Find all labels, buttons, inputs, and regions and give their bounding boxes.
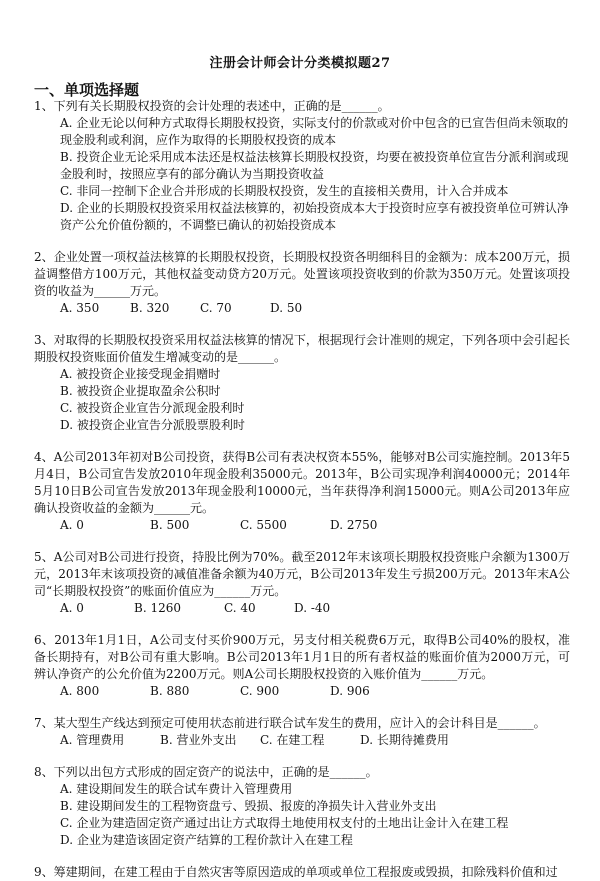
question-stem: 6、2013年1月1日，A公司支付买价900万元，另支付相关税费6万元，取得B公司40%的股权，准备长期持有，对B公司有重大影响。B公司2013年1月1日的所有者权益的账面价值为2000万元，可辨认净资产的公允价值为2200万元。则A公司长期股权投资的入账价值为______万元。 (34, 633, 570, 681)
option-a: A. 建设期间发生的联合试车费计入管理费用 (60, 782, 293, 796)
option-c: C. 非同一控制下企业合并形成的长期股权投资，发生的直接相关费用，计入合并成本 (60, 184, 509, 198)
document-title: 注册会计师会计分类模拟题27 (209, 56, 391, 71)
option-d: D. 企业为建造该固定资产结算的工程价款计入在建工程 (60, 833, 353, 847)
question-6 (34, 632, 570, 700)
question-7 (34, 715, 570, 749)
option-d: D. 企业的长期股权投资采用权益法核算的，初始投资成本大于投资时应享有被投资单位可辨认净资产公允价值份额的，不调整已确认的初始投资成本 (60, 201, 569, 232)
option-c: C. 企业为建造固定资产通过出让方式取得土地使用权支付的土地出让金计入在建工程 (60, 816, 509, 830)
option-a: A. 350 (60, 301, 100, 315)
question-stem: 9、筹建期间，在建工程由于自然灾害等原因造成的单项或单位工程报废或毁损，扣除残料价值和过 (34, 865, 558, 879)
option-c: C. 被投资企业宣告分派现金股利时 (60, 401, 245, 415)
question-stem: 2、企业处置一项权益法核算的长期股权投资，长期股权投资各明细科目的金额为：成本200万元，损益调整借方100万元，其他权益变动贷方20万元。处置该项投资收到的价款为350万元。处置该项投资的收益为______万元。 (34, 250, 570, 298)
question-1 (34, 98, 570, 234)
option-d: D. 50 (270, 301, 303, 315)
question-stem: 4、A公司2013年初对B公司投资，获得B公司有表决权资本55%，能够对B公司实施控制。2013年5月4日，B公司宣告发放2010年现金股利35000元。2013年，B公司实现净利润40000元；2014年5月10日B公司宣告发放2013年现金股利10000元，当年获得净利润15000元。则A公司2013年应确认投资收益的金额为______元。 (34, 450, 570, 515)
option-c: C. 40 (224, 601, 256, 615)
options-row (34, 517, 570, 534)
question-stem: 7、某大型生产线达到预定可使用状态前进行联合试车发生的费用，应计入的会计科目是______。 (34, 716, 546, 730)
option-c: C. 5500 (240, 518, 287, 532)
question-stem: 5、A公司对B公司进行投资，持股比例为70%。截至2012年末该项长期股权投资账户余额为1300万元，2013年末该项投资的减值准备余额为40万元，B公司2013年发生亏损200万元。2013年末A公司“长期股权投资”的账面价值应为______万元。 (34, 550, 570, 598)
question-5 (34, 549, 570, 617)
option-b: B. 营业外支出 (160, 733, 237, 747)
option-d: D. 长期待摊费用 (360, 733, 449, 747)
option-a: A. 0 (60, 518, 84, 532)
option-a: A. 800 (60, 684, 100, 698)
option-b: B. 320 (130, 301, 170, 315)
question-8 (34, 764, 570, 849)
option-b: B. 投资企业无论采用成本法还是权益法核算长期股权投资，均要在被投资单位宣告分派利润或现金股利时，按照应享有的部分确认为当期投资收益 (60, 150, 569, 181)
question-stem: 8、下列以出包方式形成的固定资产的说法中，正确的是______。 (34, 765, 378, 779)
options-row (34, 732, 570, 749)
option-c: C. 在建工程 (260, 733, 325, 747)
option-a: A. 被投资企业接受现金捐赠时 (60, 367, 221, 381)
option-d: D. 2750 (330, 518, 378, 532)
question-3 (34, 332, 570, 434)
options-row (34, 300, 570, 317)
option-a: A. 企业无论以何种方式取得长期股权投资，实际支付的价款或对价中包含的已宣告但尚未领取的现金股利或利润，应作为取得的长期股权投资的成本 (60, 116, 569, 147)
option-b: B. 880 (150, 684, 190, 698)
question-9 (34, 864, 570, 881)
option-d: D. -40 (294, 601, 331, 615)
question-2 (34, 249, 570, 317)
option-d: D. 906 (330, 684, 370, 698)
question-stem: 3、对取得的长期股权投资采用权益法核算的情况下，根据现行会计准则的规定，下列各项中会引起长期股权投资账面价值发生增减变动的是______。 (34, 333, 570, 364)
option-a: A. 管理费用 (60, 733, 125, 747)
options-row (34, 600, 570, 617)
option-d: D. 被投资企业宣告分派股票股利时 (60, 418, 245, 432)
option-a: A. 0 (60, 601, 84, 615)
section-heading: 一、单项选择题 (34, 81, 140, 99)
option-b: B. 1260 (134, 601, 181, 615)
option-c: C. 70 (200, 301, 232, 315)
question-stem: 1、下列有关长期股权投资的会计处理的表述中，正确的是______。 (34, 99, 390, 113)
option-b: B. 500 (150, 518, 190, 532)
option-b: B. 建设期间发生的工程物资盘亏、毁损、报废的净损失计入营业外支出 (60, 799, 437, 813)
options-row (34, 683, 570, 700)
question-4 (34, 449, 570, 534)
option-c: C. 900 (240, 684, 280, 698)
option-b: B. 被投资企业提取盈余公积时 (60, 384, 221, 398)
question-list (34, 98, 570, 881)
